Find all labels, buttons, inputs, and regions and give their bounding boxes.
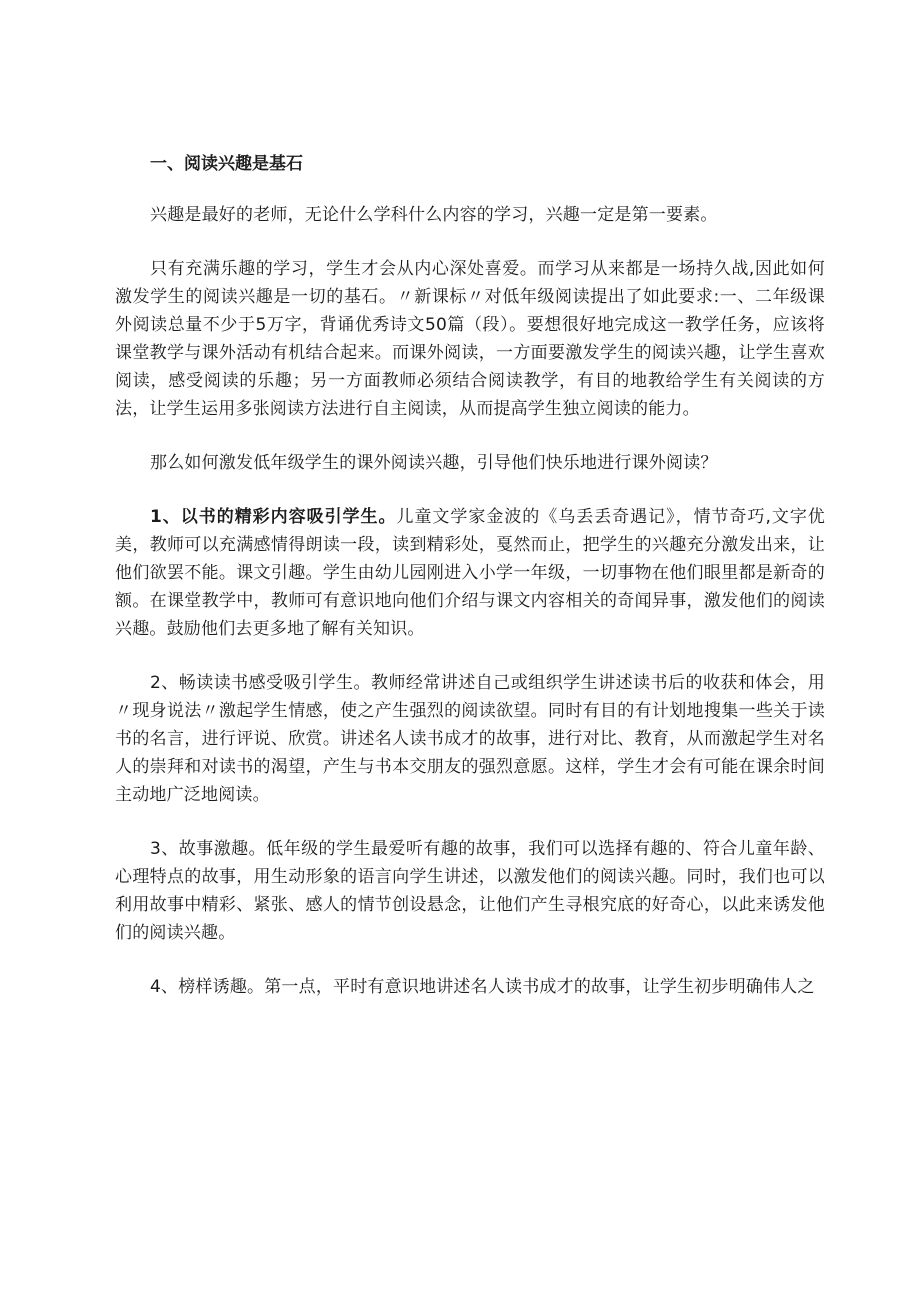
paragraph-3	[115, 449, 825, 477]
paragraph-4	[115, 503, 825, 643]
paragraph-6-text: 3、故事激趣。低年级的学生最爱听有趣的故事，我们可以选择有趣的、符合儿童年龄、心理特点的故事，用生动形象的语言向学生讲述，以激发他们的阅读兴趣。同时，我们也可以利用故事中精彩、紧张、感人的情节创设悬念，让他们产生寻根究底的好奇心，以此来诱发他们的阅读兴趣。	[115, 839, 825, 943]
paragraph-2	[115, 255, 825, 423]
section-heading: 一、阅读兴趣是基石	[150, 154, 303, 174]
paragraph-2-text: 只有充满乐趣的学习，学生才会从内心深处喜爱。而学习从来都是一场持久战,因此如何激发学生的阅读兴趣是一切的基石。〃新课标〃对低年级阅读提出了如此要求:一、二年级课外阅读总量不少于5万字，背诵优秀诗文50篇（段）。要想很好地完成这一教学任务，应该将课堂教学与课外活动有机结合起来。而课外阅读，一方面要激发学生的阅读兴趣，让学生喜欢阅读，感受阅读的乐趣；另一方面教师必须结合阅读教学，有目的地教给学生有关阅读的方法，让学生运用多张阅读方法进行自主阅读，从而提高学生独立阅读的能力。	[115, 259, 825, 419]
paragraph-5-text: 2、畅读读书感受吸引学生。教师经常讲述自己或组织学生讲述读书后的收获和体会，用〃现身说法〃激起学生情感，使之产生强烈的阅读欲望。同时有目的有计划地搜集一些关于读书的名言，进行评说、欣赏。讲述名人读书成才的故事，进行对比、教育，从而激起学生对名人的崇拜和对读书的渴望，产生与书本交朋友的强烈意愿。这样，学生才会有可能在课余时间主动地广泛地阅读。	[115, 673, 825, 805]
paragraph-1	[115, 201, 825, 229]
paragraph-7-text: 4、榜样诱趣。第一点，平时有意识地讲述名人读书成才的故事，让学生初步明确伟人之	[150, 977, 815, 997]
paragraph-3-text: 那么如何激发低年级学生的课外阅读兴趣，引导他们快乐地进行课外阅读？	[150, 453, 718, 473]
document-body	[115, 150, 825, 1001]
paragraph-1-text: 兴趣是最好的老师，无论什么学科什么内容的学习，兴趣一定是第一要素。	[150, 205, 718, 225]
paragraph-4-bold-lead: 1、以书的精彩内容吸引学生。	[150, 507, 397, 527]
paragraph-7	[115, 973, 825, 1001]
paragraph-4-text: 儿童文学家金波的《乌丢丢奇遇记》，情节奇巧,文字优美，教师可以充满感情得朗读一段，读到精彩处，戛然而止，把学生的兴趣充分激发出来，让他们欲罢不能。课文引趣。学生由幼儿园刚进入小学一年级，一切事物在他们眼里都是新奇的额。在课堂教学中，教师可有意识地向他们介绍与课文内容相关的奇闻异事，激发他们的阅读兴趣。鼓励他们去更多地了解有关知识。	[115, 507, 825, 639]
paragraph-5	[115, 669, 825, 809]
paragraph-6	[115, 835, 825, 947]
